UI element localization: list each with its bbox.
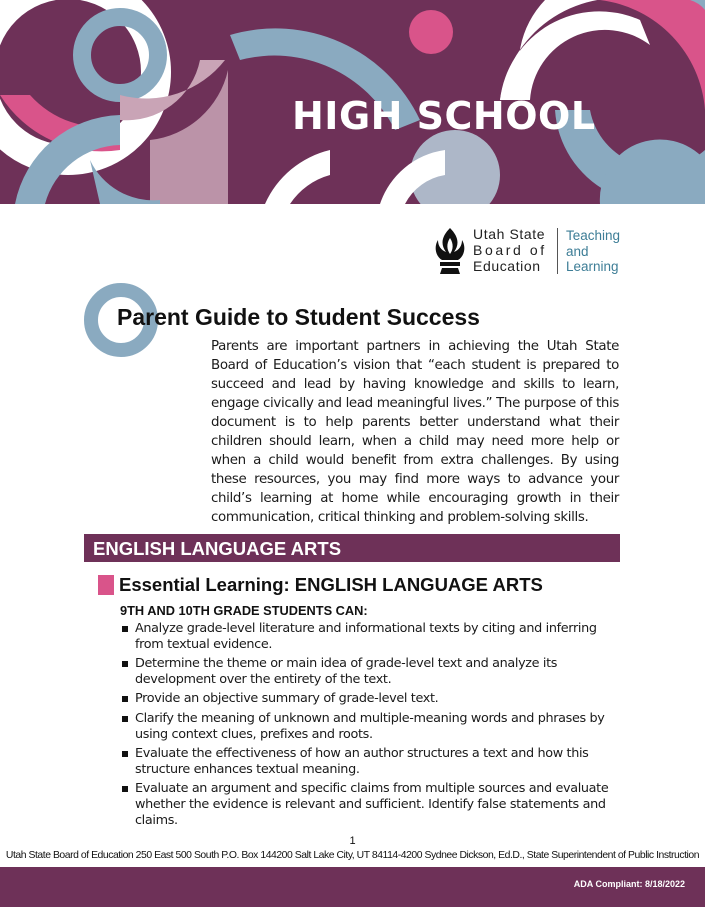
list-item <box>121 691 619 707</box>
logo-dept-line: Learning <box>566 259 619 274</box>
list-item <box>121 781 619 828</box>
list-item-text: Provide an objective summary of grade-level text. <box>135 691 439 707</box>
list-item-text: Evaluate an argument and specific claims from multiple sources and evaluate whether the evidence is relevant and sufficient. Identify false statements and claims. <box>135 781 609 828</box>
list-item <box>121 621 619 652</box>
logo-department <box>566 228 620 275</box>
ada-compliance-note: ADA Compliant: 8/18/2022 <box>573 879 685 889</box>
bullet-icon <box>122 696 128 702</box>
logo-name-line: Board of <box>473 242 547 258</box>
footer-band <box>0 867 705 907</box>
section-title: ENGLISH LANGUAGE ARTS <box>93 538 342 559</box>
essential-learning-title: Essential Learning: ENGLISH LANGUAGE ARTS <box>119 574 543 595</box>
guide-title: Parent Guide to Student Success <box>117 304 480 330</box>
logo-divider <box>557 228 558 274</box>
logo-name-line: Education <box>473 258 541 274</box>
footer-address: Utah State Board of Education 250 East 500 South P.O. Box 144200 Salt Lake City, UT 84114-4200 Sydnee Dickson, Ed.D., State Superintendent of Public Instruction <box>5 850 700 861</box>
intro-paragraph: Parents are important partners in achieving the Utah State Board of Education’s vision that “each student is prepared to succeed and lead by having knowledge and skills to learn, engage civically and lead meaningful lives.” The purpose of this document is to help parents better understand what their children should learn, when a child may need more help or when a child would benefit from extra challenges. By using these resources, you may find more ways to advance your child’s learning at home while encouraging growth in their communication, critical thinking and problem-solving skills. <box>211 339 619 525</box>
torch-logo-icon <box>432 226 468 276</box>
list-item <box>121 711 619 742</box>
list-item-text: Evaluate the effectiveness of how an author structures a text and how this structure enhances textual meaning. <box>135 746 589 777</box>
bullet-icon <box>122 751 128 757</box>
bullet-icon <box>122 661 128 667</box>
header-banner <box>0 0 705 204</box>
learning-list <box>121 621 619 832</box>
page-number: 1 <box>349 835 356 847</box>
list-item <box>121 656 619 687</box>
pink-square-marker <box>98 575 114 595</box>
bullet-icon <box>122 626 128 632</box>
logo-name-line: Utah State <box>473 226 546 242</box>
bullet-icon <box>122 716 128 722</box>
list-item <box>121 746 619 777</box>
list-item-text: Analyze grade-level literature and informational texts by citing and inferring from textual evidence. <box>135 621 597 652</box>
bullet-icon <box>122 786 128 792</box>
logo-dept-line: and <box>566 243 589 259</box>
list-item-text: Determine the theme or main idea of grade-level text and analyze its development over the entirety of the text. <box>135 656 558 687</box>
list-item-text: Clarify the meaning of unknown and multiple-meaning words and phrases by using context clues, prefixes and roots. <box>135 710 605 742</box>
logo-dept-line: Teaching <box>566 228 621 243</box>
page-title: HIGH SCHOOL <box>292 94 596 138</box>
grade-heading: 9TH AND 10TH GRADE STUDENTS CAN: <box>120 603 368 618</box>
section-header-bar <box>84 534 620 562</box>
